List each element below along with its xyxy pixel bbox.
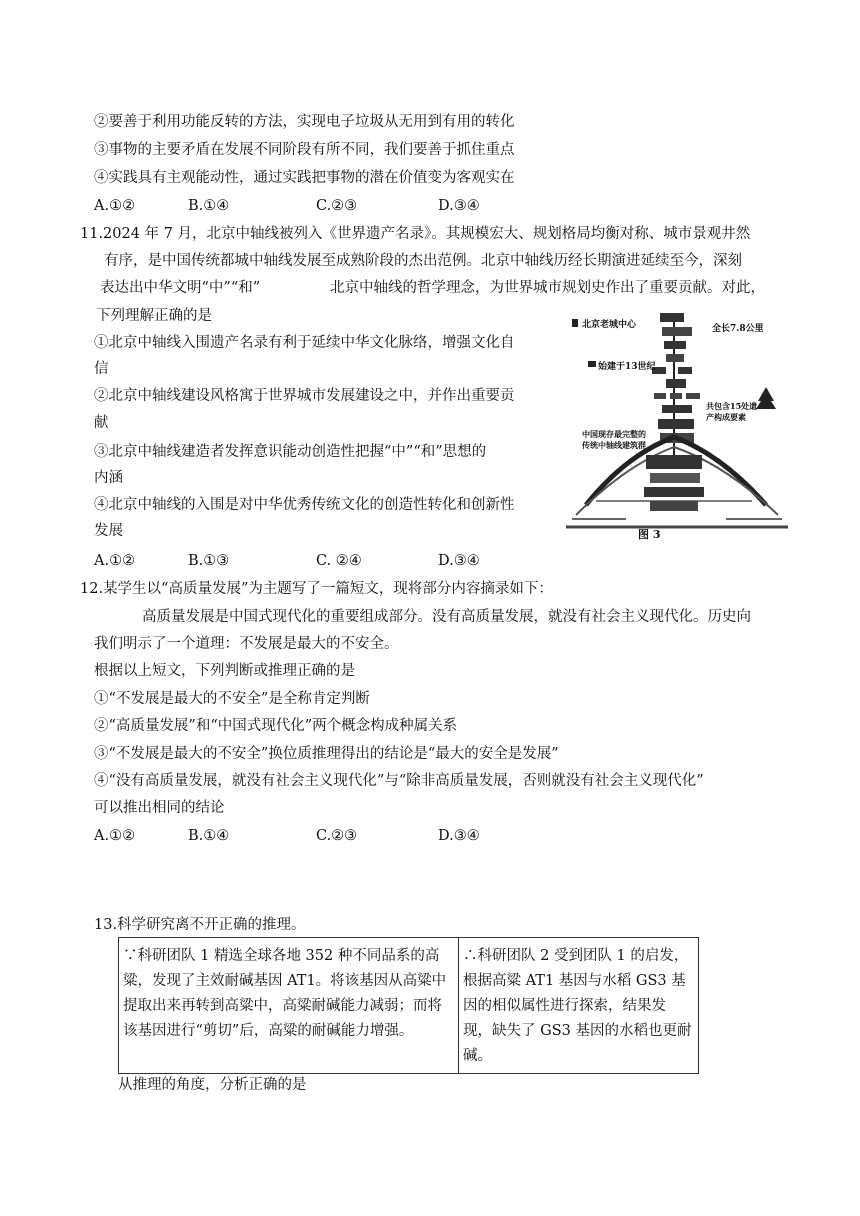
q13-cell-premise: ∵科研团队 1 精选全球各地 352 种不同品系的高粱，发现了主效耐碱基因 AT1。将该基因从高粱中提取出来再转到高粱中，高粱耐碱能力减弱；而将该基因进行“剪切”后，高粱的耐碱能力增强。 xyxy=(119,938,459,1074)
q12-option-c: C.②③ xyxy=(316,828,358,844)
q11-statement-3-cont: 内涵 xyxy=(94,470,123,486)
q10-option-b: B.①④ xyxy=(188,198,230,214)
q12-statement-2: ②“高质量发展”和“中国式现代化”两个概念构成种属关系 xyxy=(94,718,458,734)
figure-label-length: 全长7.8公里 xyxy=(712,324,764,334)
q12-statement-4-cont: 可以推出相同的结论 xyxy=(94,800,225,816)
figure-label-note: 中国现存最完整的传统中轴线建筑群 xyxy=(582,429,646,450)
q13-question: 从推理的角度，分析正确的是 xyxy=(118,1077,307,1093)
q11-statement-3: ③北京中轴线建造者发挥意识能动创造性把握“中”“和”思想的 xyxy=(94,444,487,460)
q12-statement-1: ①“不发展是最大的不安全”是全称肯定判断 xyxy=(94,691,370,707)
q11-statement-4: ④北京中轴线的入围是对中华优秀传统文化的创造性转化和创新性 xyxy=(94,497,515,513)
q11-option-c: C. ②④ xyxy=(316,553,362,569)
q11-statement-2: ②北京中轴线建设风格寓于世界城市发展建设之中，并作出重要贡 xyxy=(94,388,515,404)
q11-statement-2-cont: 献 xyxy=(94,415,109,431)
q11-stem-line-2: 有序，是中国传统都城中轴线发展至成熟阶段的杰出范例。北京中轴线历经长期演进延续至今，深刻 xyxy=(104,253,742,269)
q12-option-a: A.①② xyxy=(94,828,136,844)
q12-option-d: D.③④ xyxy=(438,828,480,844)
q11-option-d: D.③④ xyxy=(438,553,480,569)
figure-label-century: 始建于13世纪 xyxy=(598,362,656,372)
flag-icon xyxy=(588,361,596,367)
q10-option-a: A.①② xyxy=(94,198,136,214)
q11-statement-1-cont: 信 xyxy=(94,361,109,377)
landmark-icon xyxy=(572,319,578,327)
q10-statement-3: ③事物的主要矛盾在发展不同阶段有所不同，我们要善于抓住重点 xyxy=(94,142,515,158)
q13-cell-conclusion: ∴科研团队 2 受到团队 1 的启发，根据高粱 AT1 基因与水稻 GS3 基因的相似属性进行探索，结果发现，缺失了 GS3 基因的水稻也更耐碱。 xyxy=(459,938,699,1074)
q10-option-c: C.②③ xyxy=(316,198,358,214)
q10-statement-2: ②要善于利用功能反转的方法，实现电子垃圾从无用到有用的转化 xyxy=(94,114,515,130)
q12-stem-line-1: 12.某学生以“高质量发展”为主题写了一篇短文，现将部分内容摘录如下： xyxy=(80,581,553,597)
q11-stem-line-4: 下列理解正确的是 xyxy=(96,308,212,324)
q11-option-a: A.①② xyxy=(94,553,136,569)
figure-caption: 图 3 xyxy=(638,528,661,541)
q11-stem-line-1: 11.2024 年 7 月，北京中轴线被列入《世界遗产名录》。其规模宏大、规划格局均衡对称、城市景观井然 xyxy=(80,226,751,242)
q10-statement-4: ④实践具有主观能动性，通过实践把事物的潜在价值变为客观实在 xyxy=(94,170,515,186)
q11-option-b: B.①③ xyxy=(188,553,230,569)
q12-statement-4: ④“没有高质量发展，就没有社会主义现代化”与“除非高质量发展，否则就没有社会主义现代化” xyxy=(94,773,704,789)
figure-label-top: 北京老城中心 xyxy=(582,320,637,330)
figure-label-elements: 共包含15处遗产构成要素 xyxy=(706,401,758,422)
q11-stem-line-3b: 北京中轴线的哲学理念，为世界城市规划史作出了重要贡献。对此， xyxy=(330,280,765,296)
q12-option-b: B.①④ xyxy=(188,828,230,844)
q11-stem-line-3a: 表达出中华文明“中”“和” xyxy=(100,280,261,296)
q11-statement-4-cont: 发展 xyxy=(94,523,123,539)
q10-option-d: D.③④ xyxy=(438,198,480,214)
central-axis-figure xyxy=(566,305,788,545)
q13-reasoning-table xyxy=(118,937,699,1074)
q11-statement-1: ①北京中轴线入围遗产名录有利于延续中华文化脉络，增强文化自 xyxy=(94,335,515,351)
central-axis-illustration xyxy=(566,305,788,545)
q12-question: 根据以上短文，下列判断或推理正确的是 xyxy=(94,663,355,679)
q12-statement-3: ③“不发展是最大的不安全”换位质推理得出的结论是“最大的安全是发展” xyxy=(94,746,559,762)
q13-stem: 13.科学研究离不开正确的推理。 xyxy=(94,917,306,933)
q12-excerpt-line-2: 我们明示了一个道理：不发展是最大的不安全。 xyxy=(94,636,399,652)
q12-excerpt-line-1: 高质量发展是中国式现代化的重要组成部分。没有高质量发展，就没有社会主义现代化。历史向 xyxy=(142,609,751,625)
